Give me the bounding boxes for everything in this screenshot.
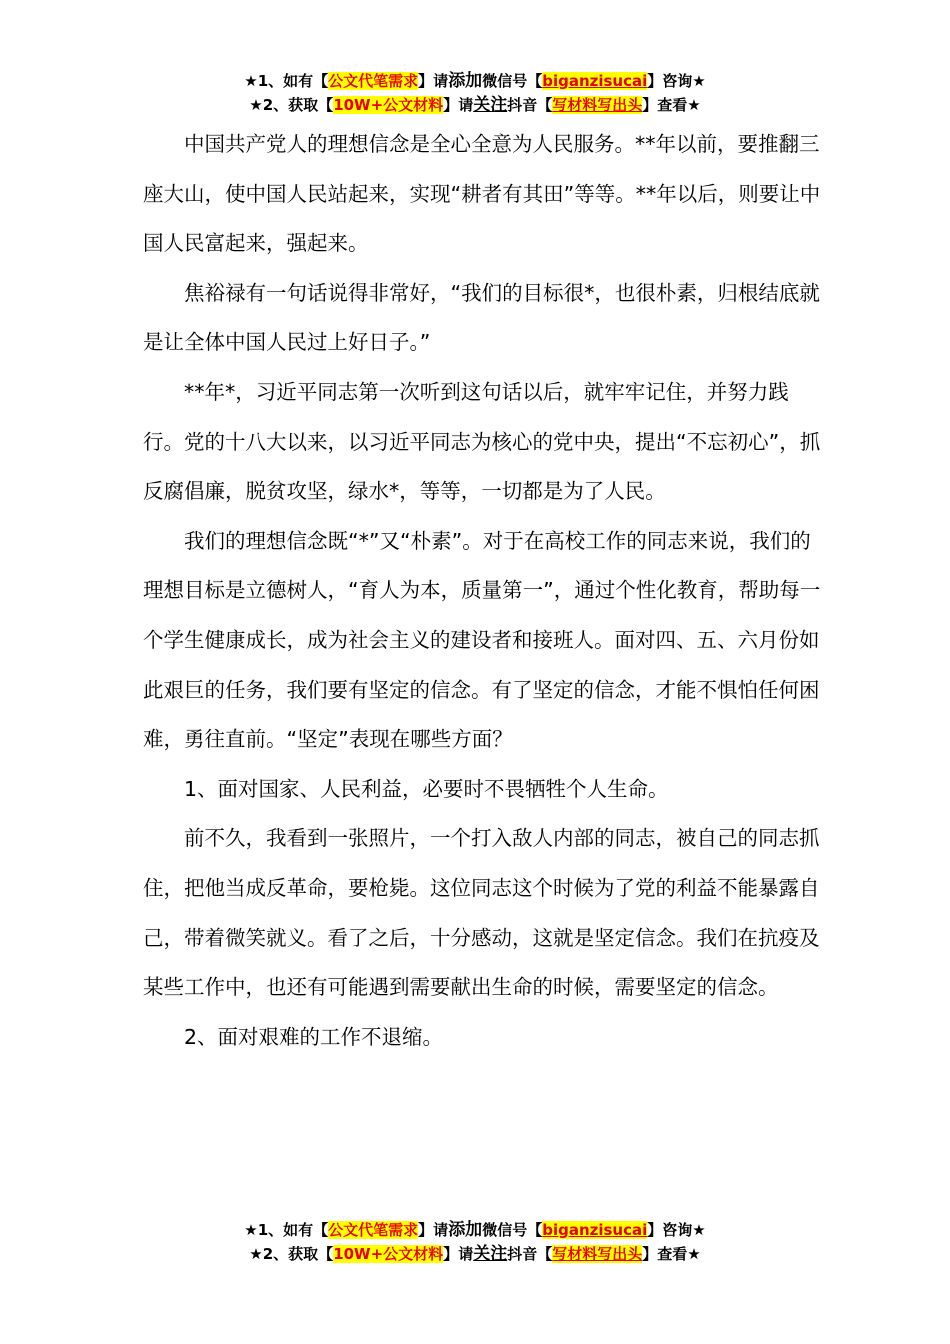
paragraph: **年*，习近平同志第一次听到这句话以后，就牢牢记住，并努力践行。党的十八大以来，以习近平同志为核心的党中央，提出“不忘初心”，抓反腐倡廉，脱贫攻坚，绿水*，等等，一切都是为了人民。 — [143, 379, 821, 504]
highlight-service: 公文代笔需求 — [328, 72, 419, 90]
highlight-materials: 10W+公文材料 — [333, 1245, 444, 1263]
wechat-id[interactable]: biganzisucai — [542, 1221, 648, 1239]
banner-line-2: ★2、获取【10W+公文材料】请关注抖音【写材料写出头】查看★ — [249, 1244, 701, 1264]
banner-line-1: ★1、如有【公文代笔需求】请添加微信号【biganzisucai】咨询★ — [244, 1220, 706, 1240]
document-body — [143, 120, 827, 1062]
paragraph: 1、面对国家、人民利益，必要时不畏牺牲个人生命。 — [184, 776, 669, 801]
header-banner — [0, 69, 950, 117]
douyin-account[interactable]: 写材料写出头 — [552, 1245, 643, 1263]
paragraph: 焦裕禄有一句话说得非常好，“我们的目标很*，也很朴素，归根结底就是让全体中国人民过上好日子。” — [143, 280, 820, 355]
douyin-account[interactable]: 写材料写出头 — [552, 96, 643, 114]
paragraph: 我们的理想信念既“*”又“朴素”。对于在高校工作的同志来说，我们的理想目标是立德树人，“育人为本，质量第一”，通过个性化教育，帮助每一个学生健康成长，成为社会主义的建设者和接班人。面对四、五、六月份如此艰巨的任务，我们要有坚定的信念。有了坚定的信念，才能不惧怕任何困难，勇往直前。“坚定”表现在哪些方面？ — [143, 528, 821, 752]
footer-banner — [0, 1218, 950, 1266]
highlight-materials: 10W+公文材料 — [333, 96, 444, 114]
wechat-id[interactable]: biganzisucai — [542, 72, 648, 90]
paragraph: 中国共产党人的理想信念是全心全意为人民服务。**年以前，要推翻三座大山，使中国人民站起来，实现“耕者有其田”等等。**年以后，则要让中国人民富起来，强起来。 — [143, 132, 821, 256]
paragraph: 前不久，我看到一张照片，一个打入敌人内部的同志，被自己的同志抓住，把他当成反革命，要枪毙。这位同志这个时候为了党的利益不能暴露自己，带着微笑就义。看了之后，十分感动，这就是坚定信念。我们在抗疫及某些工作中，也还有可能遇到需要献出生命的时候，需要坚定的信念。 — [143, 826, 820, 1000]
banner-line-2: ★2、获取【10W+公文材料】请关注抖音【写材料写出头】查看★ — [249, 95, 701, 115]
paragraph: 2、面对艰难的工作不退缩。 — [184, 1024, 444, 1049]
highlight-service: 公文代笔需求 — [328, 1221, 419, 1239]
banner-line-1: ★1、如有【公文代笔需求】请添加微信号【biganzisucai】咨询★ — [244, 71, 706, 91]
